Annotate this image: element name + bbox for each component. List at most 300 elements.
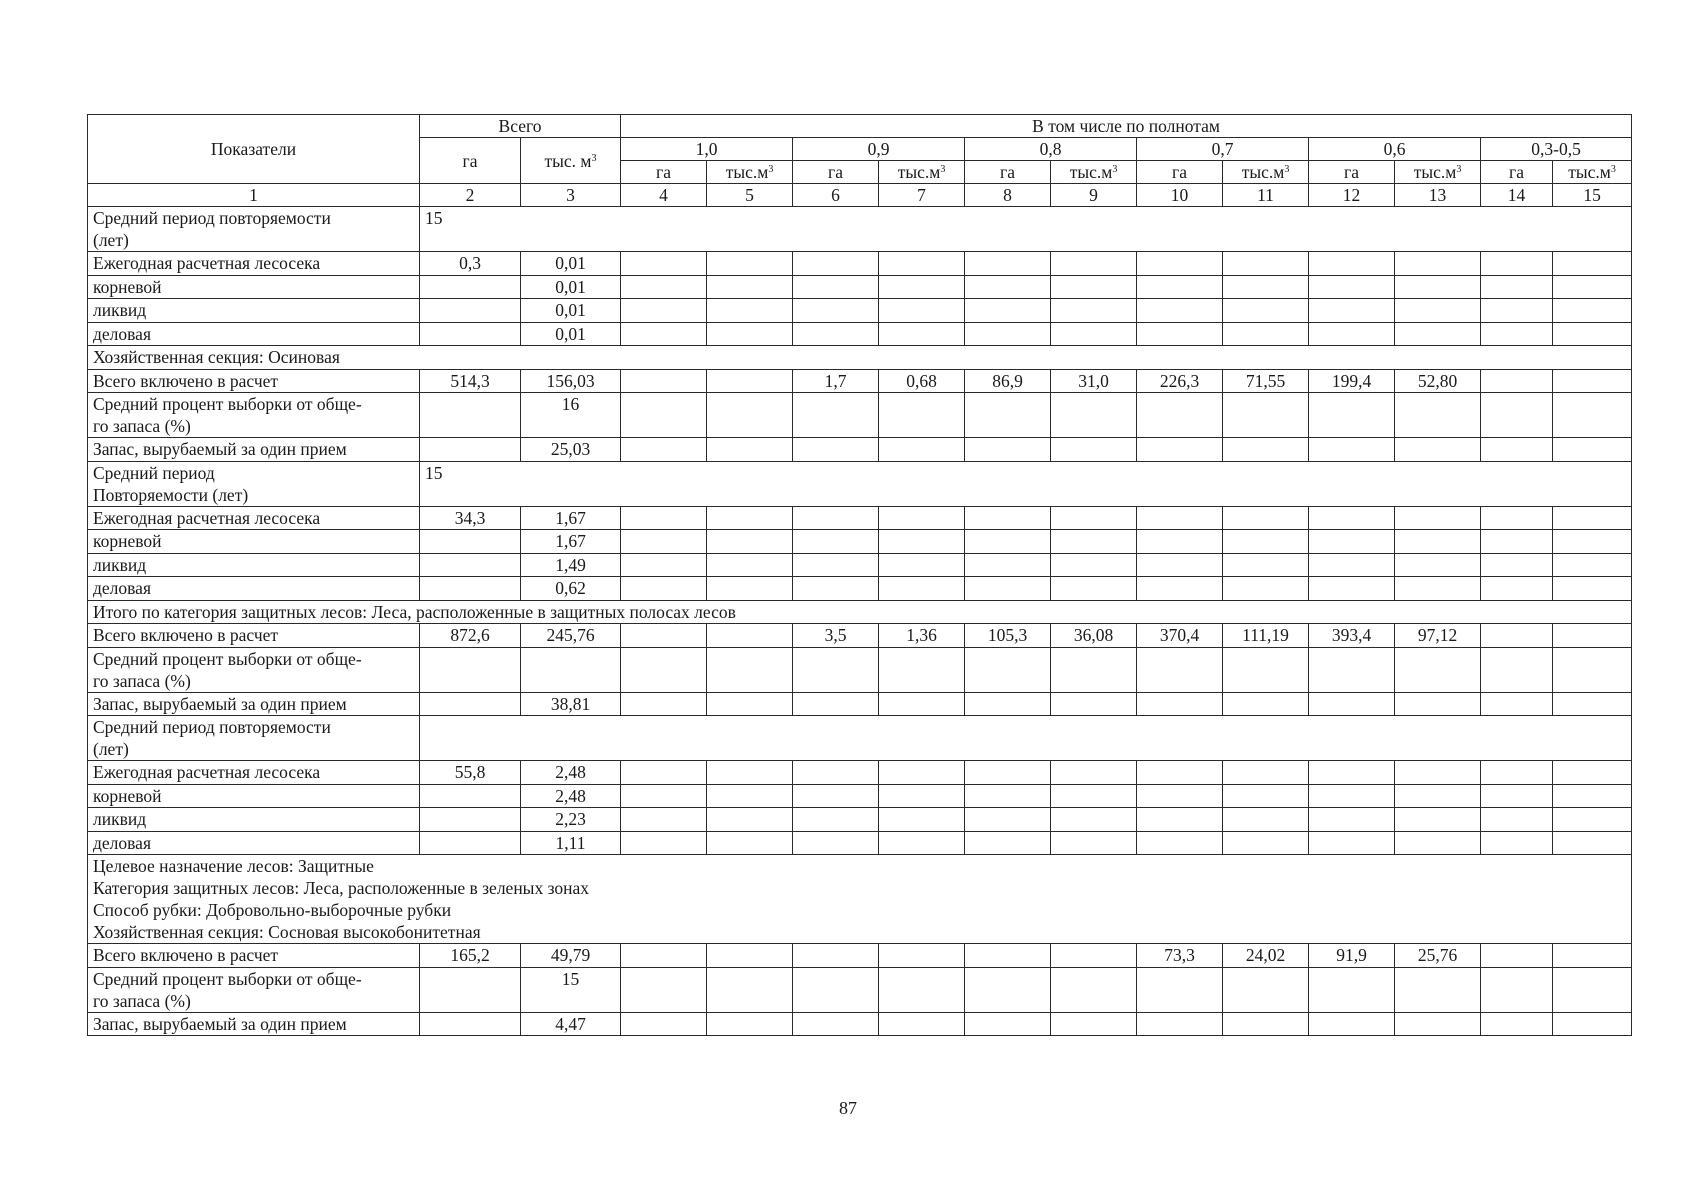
- value-cell: [1223, 506, 1309, 530]
- value-cell: [707, 761, 793, 785]
- value-cell: [793, 393, 879, 438]
- value-cell: [1309, 506, 1395, 530]
- value-cell: [621, 784, 707, 808]
- value-cell: [1051, 252, 1137, 276]
- value-cell: [707, 967, 793, 1012]
- value-cell: [1309, 808, 1395, 832]
- value-cell: [1395, 808, 1481, 832]
- value-cell: [1051, 506, 1137, 530]
- value-cell: [1137, 275, 1223, 299]
- value-cell: [1137, 1012, 1223, 1036]
- value-cell: [1309, 647, 1395, 692]
- row-label: ликвид: [88, 553, 420, 577]
- value-cell: [1553, 647, 1632, 692]
- value-cell: [1553, 761, 1632, 785]
- value-cell: [793, 506, 879, 530]
- row-label: деловая: [88, 577, 420, 601]
- value-cell: 15: [521, 967, 621, 1012]
- value-cell: [793, 1012, 879, 1036]
- value-cell: [1553, 967, 1632, 1012]
- value-cell: [1395, 831, 1481, 855]
- value-cell: [1309, 275, 1395, 299]
- table-row: [88, 207, 1632, 252]
- value-cell: [521, 647, 621, 692]
- table-row: [88, 322, 1632, 346]
- row-label: Всего включено в расчет: [88, 624, 420, 648]
- value-cell: [965, 577, 1051, 601]
- column-number: 13: [1395, 184, 1481, 207]
- value-cell: [707, 831, 793, 855]
- value-cell: [1137, 784, 1223, 808]
- value-cell: [879, 808, 965, 832]
- value-cell: [1553, 553, 1632, 577]
- value-cell: [793, 275, 879, 299]
- value-cell: [1553, 577, 1632, 601]
- value-cell: [1309, 784, 1395, 808]
- value-cell: [420, 1012, 521, 1036]
- row-label: Запас, вырубаемый за один прием: [88, 1012, 420, 1036]
- value-cell: [879, 577, 965, 601]
- value-cell: [1481, 369, 1553, 393]
- value-cell: 0,68: [879, 369, 965, 393]
- value-cell: [707, 506, 793, 530]
- value-cell: 111,19: [1223, 624, 1309, 648]
- value-cell: [1481, 944, 1553, 968]
- value-cell: [1553, 322, 1632, 346]
- value-cell: [420, 967, 521, 1012]
- value-cell: [1395, 506, 1481, 530]
- value-cell: [621, 944, 707, 968]
- value-cell: [707, 553, 793, 577]
- value-cell: [793, 252, 879, 276]
- value-cell: [1223, 808, 1309, 832]
- value-cell: [621, 808, 707, 832]
- value-cell: [707, 1012, 793, 1036]
- value-cell: [707, 577, 793, 601]
- row-label: деловая: [88, 322, 420, 346]
- value-cell: [1051, 1012, 1137, 1036]
- value-cell: 3,5: [793, 624, 879, 648]
- value-cell: [1395, 784, 1481, 808]
- value-cell: [621, 967, 707, 1012]
- value-cell: [1309, 967, 1395, 1012]
- value-cell: [1553, 530, 1632, 554]
- value-cell: 2,48: [521, 784, 621, 808]
- value-cell: [1223, 438, 1309, 462]
- value-cell: [1553, 624, 1632, 648]
- value-cell: [707, 275, 793, 299]
- table-row: [88, 252, 1632, 276]
- value-cell: [1309, 252, 1395, 276]
- value-cell: [1395, 761, 1481, 785]
- value-cell: [621, 275, 707, 299]
- value-cell: [420, 299, 521, 323]
- value-cell: [879, 1012, 965, 1036]
- column-number: 8: [965, 184, 1051, 207]
- value-cell: [793, 692, 879, 716]
- value-cell: [1137, 299, 1223, 323]
- table-row: [88, 600, 1632, 624]
- value-cell: [707, 692, 793, 716]
- header-density-0-8: 0,8: [965, 138, 1137, 161]
- row-label: ликвид: [88, 808, 420, 832]
- value-cell: [1395, 393, 1481, 438]
- value-cell: 34,3: [420, 506, 521, 530]
- table-row: [88, 275, 1632, 299]
- column-number: 1: [88, 184, 420, 207]
- value-cell: 25,03: [521, 438, 621, 462]
- value-cell: [1395, 577, 1481, 601]
- value-cell: [420, 322, 521, 346]
- table-row: [88, 461, 1632, 506]
- value-cell: [879, 553, 965, 577]
- value-cell: [1309, 761, 1395, 785]
- section-heading: Целевое назначение лесов: Защитные Категория защитных лесов: Леса, расположенные в зеленых зонах Способ рубки: Добровольно-выборочные рубки Хозяйственная секция: Сосновая высокобонитетная: [88, 855, 1632, 944]
- value-cell: [707, 784, 793, 808]
- value-cell: [707, 530, 793, 554]
- value-cell: [1223, 784, 1309, 808]
- value-cell: [793, 967, 879, 1012]
- header-density-0-7: 0,7: [1137, 138, 1309, 161]
- row-label: корневой: [88, 530, 420, 554]
- value-cell: [1481, 831, 1553, 855]
- value-cell: [621, 369, 707, 393]
- value-cell: [879, 831, 965, 855]
- value-cell: [879, 530, 965, 554]
- value-cell: [1051, 761, 1137, 785]
- value-cell: 16: [521, 393, 621, 438]
- column-number-row: [88, 184, 1632, 207]
- value-cell: [1481, 322, 1553, 346]
- table-row: [88, 577, 1632, 601]
- value-cell: [621, 692, 707, 716]
- value-cell: [1137, 553, 1223, 577]
- value-cell: [621, 393, 707, 438]
- value-cell: [1051, 393, 1137, 438]
- value-cell: 38,81: [521, 692, 621, 716]
- value-cell: [707, 808, 793, 832]
- page-number: 87: [839, 1098, 857, 1118]
- value-cell: [1309, 1012, 1395, 1036]
- value-cell: [1553, 252, 1632, 276]
- value-cell: [420, 530, 521, 554]
- value-cell: [793, 322, 879, 346]
- value-cell: [420, 647, 521, 692]
- value-cell: [1481, 692, 1553, 716]
- value-cell: [879, 692, 965, 716]
- value-cell: [621, 438, 707, 462]
- value-cell: [1309, 530, 1395, 554]
- row-label: Запас, вырубаемый за один прием: [88, 438, 420, 462]
- value-cell: [965, 506, 1051, 530]
- unit-thous-m3: $тыс.м^3$: [1051, 161, 1137, 184]
- table-row: [88, 438, 1632, 462]
- value-cell: [1137, 967, 1223, 1012]
- value-cell: [707, 252, 793, 276]
- value-cell: [1481, 784, 1553, 808]
- value-cell: [1553, 369, 1632, 393]
- value-cell: [1051, 438, 1137, 462]
- value-cell: [621, 299, 707, 323]
- value-cell: [1481, 530, 1553, 554]
- value-cell: [793, 784, 879, 808]
- table-row: [88, 761, 1632, 785]
- value-cell: [1553, 784, 1632, 808]
- value-cell: [621, 530, 707, 554]
- value-cell: [1223, 322, 1309, 346]
- value-cell: 872,6: [420, 624, 521, 648]
- value-cell: 55,8: [420, 761, 521, 785]
- table-row: [88, 624, 1632, 648]
- value-cell: [879, 299, 965, 323]
- table-row: [88, 716, 1632, 761]
- value-cell: [621, 322, 707, 346]
- value-cell: 71,55: [1223, 369, 1309, 393]
- value-cell: 86,9: [965, 369, 1051, 393]
- value-cell: [1051, 784, 1137, 808]
- value-cell: [1223, 1012, 1309, 1036]
- column-number: 4: [621, 184, 707, 207]
- table-row: [88, 944, 1632, 968]
- value-cell: [1223, 393, 1309, 438]
- value-cell: [420, 784, 521, 808]
- value-cell: [1223, 761, 1309, 785]
- value-cell: [707, 299, 793, 323]
- value-cell: [965, 1012, 1051, 1036]
- value-cell: [1553, 944, 1632, 968]
- value-cell: [965, 322, 1051, 346]
- value-cell: 36,08: [1051, 624, 1137, 648]
- value-cell: [1481, 967, 1553, 1012]
- value-cell: [621, 761, 707, 785]
- unit-thous-m3: $тыс.м^3$: [1553, 161, 1632, 184]
- value-cell: 0,01: [521, 275, 621, 299]
- value-cell: 0,01: [521, 252, 621, 276]
- value-cell: [1395, 967, 1481, 1012]
- row-label: Всего включено в расчет: [88, 944, 420, 968]
- value-cell: [1553, 275, 1632, 299]
- value-cell: [965, 831, 1051, 855]
- value-cell: [420, 393, 521, 438]
- value-cell: [879, 944, 965, 968]
- value-cell: [1309, 299, 1395, 323]
- row-label: Всего включено в расчет: [88, 369, 420, 393]
- value-cell: [965, 530, 1051, 554]
- column-number: 5: [707, 184, 793, 207]
- value-cell: [621, 831, 707, 855]
- column-number: 2: [420, 184, 521, 207]
- value-cell: [965, 967, 1051, 1012]
- value-cell: [879, 784, 965, 808]
- value-cell: 199,4: [1309, 369, 1395, 393]
- value-cell: [1223, 299, 1309, 323]
- row-label: Ежегодная расчетная лесосека: [88, 506, 420, 530]
- value-cell: 165,2: [420, 944, 521, 968]
- value-cell: [1553, 692, 1632, 716]
- table-row: [88, 530, 1632, 554]
- column-number: 14: [1481, 184, 1553, 207]
- value-cell: [1309, 438, 1395, 462]
- unit-thous-m3: $тыс.м^3$: [1395, 161, 1481, 184]
- value-cell: 1,11: [521, 831, 621, 855]
- value-cell: [1395, 647, 1481, 692]
- value-cell: [1481, 275, 1553, 299]
- value-cell: [621, 506, 707, 530]
- row-label: Средний процент выборки от обще- го запаса (%): [88, 967, 420, 1012]
- value-cell: [1309, 577, 1395, 601]
- value-cell: [793, 647, 879, 692]
- value-cell: [1137, 808, 1223, 832]
- value-cell: 49,79: [521, 944, 621, 968]
- value-cell: [1137, 577, 1223, 601]
- value-cell: [879, 438, 965, 462]
- value-cell: [965, 252, 1051, 276]
- table-row: [88, 647, 1632, 692]
- value-cell: [420, 275, 521, 299]
- value-cell: 1,49: [521, 553, 621, 577]
- value-cell: [420, 831, 521, 855]
- value-cell: [420, 808, 521, 832]
- value-cell: [707, 944, 793, 968]
- value-cell: [707, 393, 793, 438]
- table-row: [88, 506, 1632, 530]
- value-cell: [1481, 553, 1553, 577]
- value-cell: [1137, 438, 1223, 462]
- value-cell: [621, 1012, 707, 1036]
- value-cell: [965, 553, 1051, 577]
- value-cell: 4,47: [521, 1012, 621, 1036]
- value-cell: [621, 252, 707, 276]
- value-cell: [1223, 275, 1309, 299]
- value-cell: [793, 831, 879, 855]
- value-cell: [1395, 692, 1481, 716]
- value-cell: [1223, 692, 1309, 716]
- column-number: 10: [1137, 184, 1223, 207]
- value-cell: [879, 252, 965, 276]
- value-cell: [420, 692, 521, 716]
- row-label: Средний процент выборки от обще- го запаса (%): [88, 393, 420, 438]
- value-cell: 370,4: [1137, 624, 1223, 648]
- table-row: [88, 831, 1632, 855]
- table-row: [88, 808, 1632, 832]
- value-cell: [707, 647, 793, 692]
- value-cell: [879, 647, 965, 692]
- unit-ha: га: [1481, 161, 1553, 184]
- value-cell: [1223, 831, 1309, 855]
- value-cell: [793, 761, 879, 785]
- value-cell: 0,01: [521, 299, 621, 323]
- value-cell: 0,01: [521, 322, 621, 346]
- value-cell: [1395, 553, 1481, 577]
- column-number: 3: [521, 184, 621, 207]
- column-number: 6: [793, 184, 879, 207]
- value-cell: [1395, 322, 1481, 346]
- merged-value-cell: 15: [420, 461, 1632, 506]
- value-cell: [1481, 299, 1553, 323]
- value-cell: [707, 624, 793, 648]
- value-cell: [1481, 393, 1553, 438]
- value-cell: 73,3: [1137, 944, 1223, 968]
- value-cell: [1553, 506, 1632, 530]
- value-cell: [879, 322, 965, 346]
- header-by-density: В том числе по полнотам: [621, 115, 1632, 138]
- row-label: корневой: [88, 275, 420, 299]
- value-cell: [1481, 647, 1553, 692]
- value-cell: [1051, 553, 1137, 577]
- row-label: Ежегодная расчетная лесосека: [88, 252, 420, 276]
- value-cell: [1309, 692, 1395, 716]
- table-row: [88, 967, 1632, 1012]
- value-cell: 24,02: [1223, 944, 1309, 968]
- value-cell: [1481, 761, 1553, 785]
- value-cell: 226,3: [1137, 369, 1223, 393]
- value-cell: [1137, 761, 1223, 785]
- header-indicators: Показатели: [88, 115, 420, 184]
- unit-ha: га: [1137, 161, 1223, 184]
- value-cell: [1051, 692, 1137, 716]
- unit-thous-m3: $тыс.м^3$: [1223, 161, 1309, 184]
- value-cell: [965, 944, 1051, 968]
- value-cell: [965, 275, 1051, 299]
- table-row: [88, 1012, 1632, 1036]
- value-cell: 1,7: [793, 369, 879, 393]
- value-cell: 514,3: [420, 369, 521, 393]
- value-cell: [793, 577, 879, 601]
- value-cell: [420, 577, 521, 601]
- value-cell: [1553, 831, 1632, 855]
- value-cell: [1223, 530, 1309, 554]
- value-cell: [965, 438, 1051, 462]
- table-row: [88, 855, 1632, 944]
- value-cell: [1395, 252, 1481, 276]
- value-cell: [420, 438, 521, 462]
- value-cell: [1137, 647, 1223, 692]
- value-cell: [1137, 831, 1223, 855]
- value-cell: [1481, 1012, 1553, 1036]
- unit-thous-m3: $тыс.м^3$: [879, 161, 965, 184]
- unit-ha: га: [793, 161, 879, 184]
- value-cell: 0,62: [521, 577, 621, 601]
- table-row: [88, 299, 1632, 323]
- value-cell: 105,3: [965, 624, 1051, 648]
- value-cell: [1481, 624, 1553, 648]
- value-cell: [420, 553, 521, 577]
- unit-ha: га: [965, 161, 1051, 184]
- value-cell: [1395, 275, 1481, 299]
- value-cell: [1395, 530, 1481, 554]
- value-cell: [965, 299, 1051, 323]
- value-cell: 1,67: [521, 530, 621, 554]
- value-cell: [1223, 967, 1309, 1012]
- value-cell: [1051, 322, 1137, 346]
- column-number: 12: [1309, 184, 1395, 207]
- value-cell: [879, 275, 965, 299]
- value-cell: [793, 553, 879, 577]
- table-header: [88, 115, 1632, 207]
- value-cell: [1481, 808, 1553, 832]
- row-label: Средний период Повторяемости (лет): [88, 461, 420, 506]
- row-label: корневой: [88, 784, 420, 808]
- column-number: 9: [1051, 184, 1137, 207]
- row-label: ликвид: [88, 299, 420, 323]
- value-cell: [707, 369, 793, 393]
- table-body: [88, 207, 1632, 1036]
- header-total-volume: тыс. $м^3$: [521, 138, 621, 184]
- value-cell: 245,76: [521, 624, 621, 648]
- value-cell: [1309, 322, 1395, 346]
- header-density-0-6: 0,6: [1309, 138, 1481, 161]
- section-heading: Хозяйственная секция: Осиновая: [88, 346, 1632, 370]
